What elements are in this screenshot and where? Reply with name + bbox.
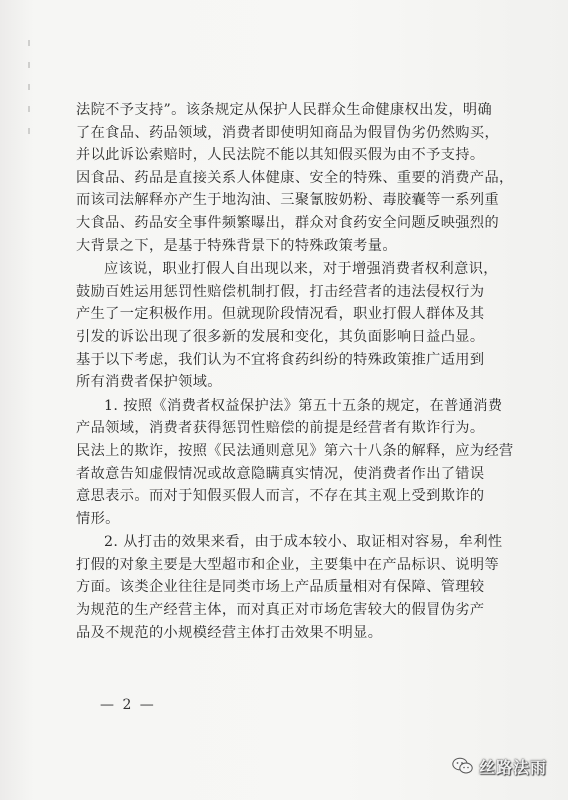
paragraph — [76, 395, 516, 531]
paragraph — [76, 258, 516, 394]
text-line: 打假的对象主要是大型超市和企业，主要集中在产品标识、说明等 — [76, 556, 500, 573]
text-line: 意思表示。而对于知假买假人而言，不存在其主观上受到欺诈的 — [76, 488, 485, 505]
text-line: 大背景之下，是基于特殊背景下的特殊政策考量。 — [76, 237, 397, 254]
page-number: — 2 — — [100, 697, 156, 713]
text-line: 了在食品、药品领域，消费者即使明知商品为假冒伪劣仍然购买， — [76, 124, 500, 141]
text-line: 民法上的欺诈，按照《民法通则意见》第六十八条的解释，应为经营 — [76, 442, 514, 459]
text-line: 者故意告知虚假情况或故意隐瞒真实情况，使消费者作出了错误 — [76, 465, 485, 482]
paragraph — [76, 99, 516, 257]
text-line: 产生了一定积极作用。但就现阶段情况看，职业打假人群体及其 — [76, 306, 485, 323]
text-line: 1. 按照《消费者权益保护法》第五十五条的规定，在普通消费 — [104, 397, 503, 414]
text-line: 基于以下考虑，我们认为不宜将食药纠纷的特殊政策推广适用到 — [76, 351, 485, 368]
binding-marks — [26, 40, 32, 150]
wechat-icon — [452, 757, 474, 775]
paragraph — [76, 531, 516, 644]
text-line: 应该说，职业打假人自出现以来，对于增强消费者权利意识， — [104, 261, 498, 278]
text-line: 为规范的生产经营主体，而对真正对市场危害较大的假冒伪劣产 — [76, 602, 485, 619]
watermark-text: 丝路法雨 — [479, 757, 548, 777]
watermark — [452, 752, 547, 780]
document-body — [76, 99, 516, 644]
text-line: 所有消费者保护领域。 — [76, 374, 222, 391]
text-line: 因食品、药品是直接关系人体健康、安全的特殊、重要的消费产品， — [76, 169, 514, 186]
text-line: 方面。该类企业往往是同类市场上产品质量相对有保障、管理较 — [76, 579, 485, 596]
text-line: 产品领域，消费者获得惩罚性赔偿的前提是经营者有欺诈行为。 — [76, 420, 485, 437]
text-line: 法院不予支持”。该条规定从保护人民群众生命健康权出发，明确 — [76, 102, 493, 118]
text-line: 大食品、药品安全事件频繁曝出，群众对食药安全问题反映强烈的 — [76, 214, 500, 231]
text-line: 品及不规范的小规模经营主体打击效果不明显。 — [76, 624, 383, 641]
text-line: 并以此诉讼索赔时，人民法院不能以其知假买假为由不予支持。 — [76, 147, 485, 164]
text-line: 而该司法解释亦产生于地沟油、三聚氰胺奶粉、毒胶囊等一系列重 — [76, 192, 500, 209]
text-line: 引发的诉讼出现了很多新的发展和变化，其负面影响日益凸显。 — [76, 328, 485, 345]
text-line: 情形。 — [76, 510, 120, 527]
text-line: 2. 从打击的效果来看，由于成本较小、取证相对容易，牟利性 — [104, 534, 503, 551]
text-line: 鼓励百姓运用惩罚性赔偿机制打假，打击经营者的违法侵权行为 — [76, 283, 485, 300]
